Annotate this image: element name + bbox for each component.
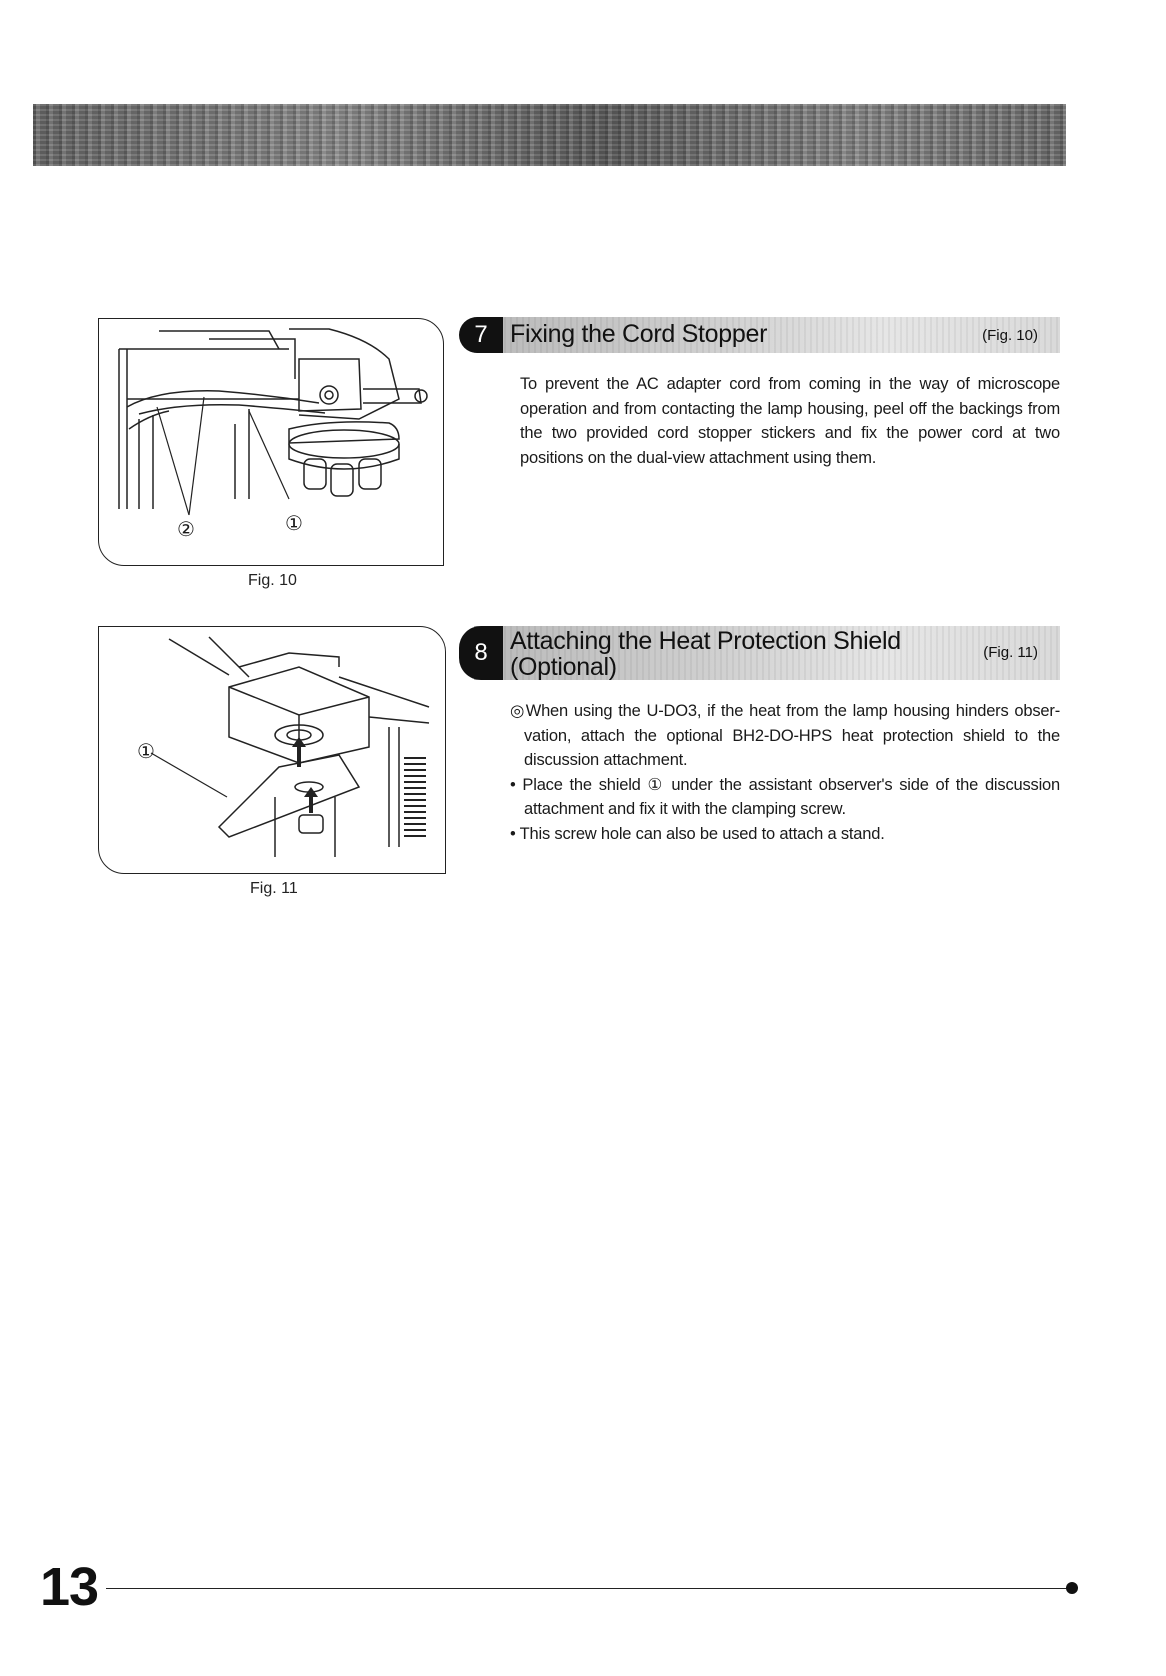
figure-11-illustration: [98, 626, 446, 874]
section-8-fig-ref: (Fig. 11): [983, 644, 1038, 661]
footer-dot: [1066, 1582, 1078, 1594]
section-8-title: [510, 628, 901, 680]
section-7-header: [474, 317, 1060, 353]
section-8-note: ◎When using the U-DO3, if the heat from the lamp housing hinders obser-vation, attach the optional BH2-DO-HPS heat protection shield to the discussion attachment.: [510, 702, 1060, 769]
figure-10-callout-1: ①: [285, 513, 303, 535]
section-8-header: [474, 626, 1060, 680]
section-7-title: Fixing the Cord Stopper: [510, 320, 768, 348]
section-7-body: To prevent the AC adapter cord from coming in the way of microscope operation and from contacting the lamp housing, peel off the backings from the two provided cord stopper stickers and fix the power cord at two positions on the dual-view attachment using them.: [520, 375, 1060, 467]
figure-10-illustration: [98, 318, 444, 566]
section-8-bullet-1: • Place the shield ① under the assistant observer's side of the discussion attachment and fix it with the clamping screw.: [510, 775, 1060, 818]
section-8-title-line-2: (Optional): [510, 653, 617, 681]
section-8-bullet-2: • This screw hole can also be used to attach a stand.: [510, 824, 885, 843]
figure-11-caption: Fig. 11: [250, 880, 298, 897]
header-band: [33, 104, 1066, 166]
footer-rule: [106, 1588, 1072, 1589]
section-7-fig-ref: (Fig. 10): [982, 327, 1038, 344]
page-number: 13: [40, 1557, 99, 1617]
section-8-title-line-1: Attaching the Heat Protection Shield: [510, 627, 901, 655]
figure-11-callout-1: ①: [137, 741, 155, 763]
figure-10-caption: Fig. 10: [248, 572, 297, 589]
section-8-body: [508, 699, 1060, 846]
figure-10-callout-2: ②: [177, 519, 195, 541]
section-8-number: 8: [459, 626, 503, 680]
section-7-number: 7: [459, 317, 503, 353]
